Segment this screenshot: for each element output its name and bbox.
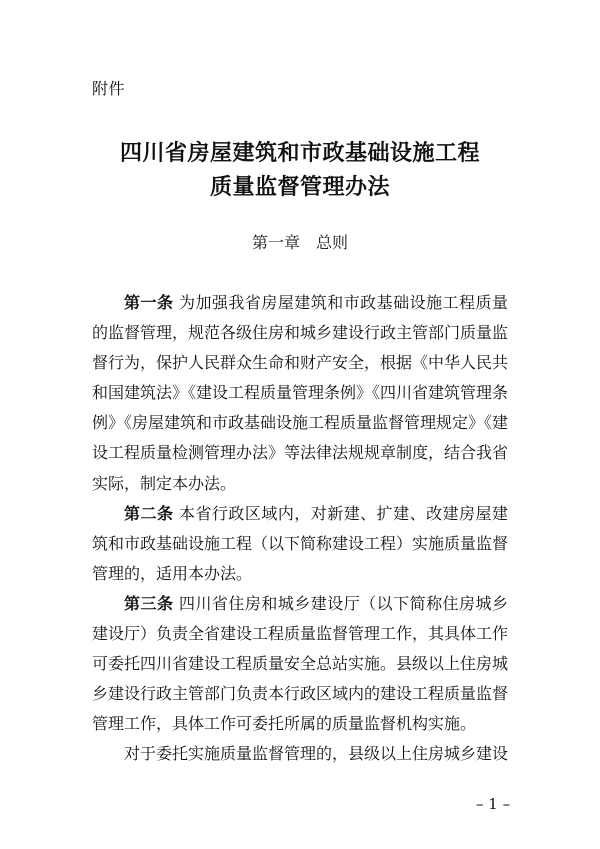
article-1 xyxy=(92,288,508,499)
title-line-1: 四川省房屋建筑和市政基础设施工程 xyxy=(119,140,480,166)
attachment-label: 附件 xyxy=(92,79,126,98)
article-2 xyxy=(92,499,508,589)
continuation-paragraph: 对于委托实施质量监督管理的，县级以上住房城乡建设 xyxy=(124,744,509,764)
document-title xyxy=(0,136,600,204)
page-number: – 1 – xyxy=(476,795,511,813)
chapter-heading: 第一章 总则 xyxy=(251,233,348,252)
article-2-text: 本省行政区域内，对新建、扩建、改建房屋建筑和市政基础设施工程（以下简称建设工程）实施质量监督管理的，适用本办法。 xyxy=(92,503,509,583)
article-1-label: 第一条 xyxy=(124,293,174,312)
article-3-text: 四川省住房和城乡建设厅（以下简称住房城乡建设厅）负责全省建设工程质量监督管理工作，其具体工作可委托四川省建设工程质量安全总站实施。县级以上住房城乡建设行政主管部门负责本行政区域内的建设工程质量监督管理工作，具体工作可委托所属的质量监督机构实施。 xyxy=(92,593,509,734)
title-line-2: 质量监督管理办法 xyxy=(209,174,390,200)
article-3 xyxy=(92,589,508,739)
article-1-text: 为加强我省房屋建筑和市政基础设施工程质量的监督管理，规范各级住房和城乡建设行政主管部门质量监督行为，保护人民群众生命和财产安全，根据《中华人民共和国建筑法》《建设工程质量管理条例》《四川省建筑管理条例》《房屋建筑和市政基础设施工程质量监督管理规定》《建设工程质量检测管理办法》等法律法规规章制度，结合我省实际，制定本办法。 xyxy=(92,293,509,493)
article-2-label: 第二条 xyxy=(124,503,174,523)
document-body xyxy=(92,288,508,770)
article-3-label: 第三条 xyxy=(124,593,174,613)
